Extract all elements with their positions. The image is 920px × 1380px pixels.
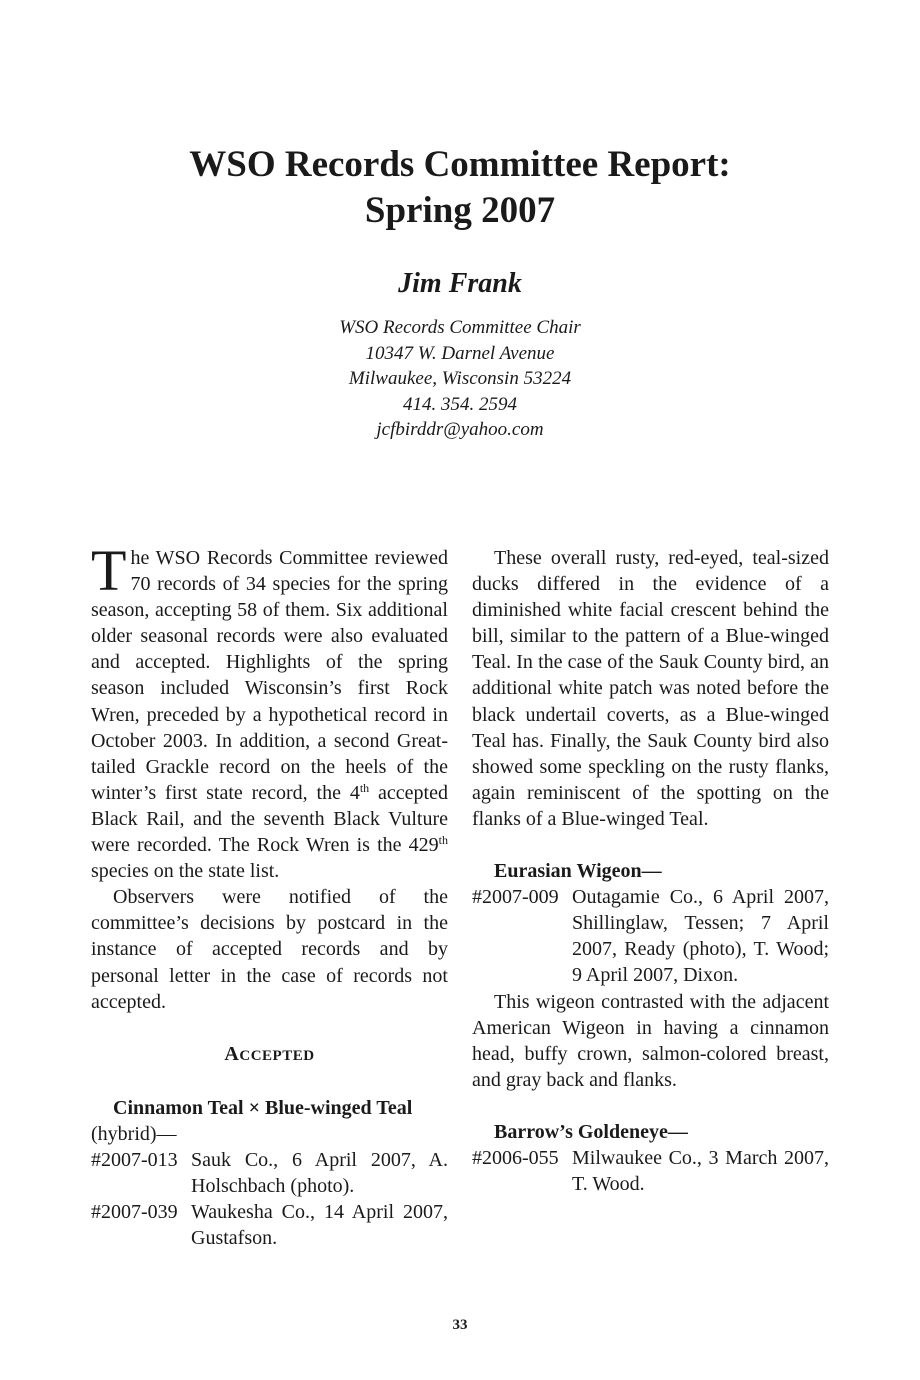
record-details: Milwaukee Co., 3 March 2007, T. Wood. <box>572 1146 829 1196</box>
superscript-th-2: th <box>438 833 448 848</box>
wigeon-description-paragraph: This wigeon contrasted with the adjacent American Wigeon in having a cinnamon head, buffy crown, salmon-colored breast, and gray back and flanks. <box>472 990 829 1091</box>
intro-text-c: species on the state list. <box>91 860 280 883</box>
title-line-2: Spring 2007 <box>364 190 556 231</box>
record-entry <box>472 1145 829 1197</box>
intro-text-a: he WSO Records Committee reviewed 70 records of 34 species for the spring season, accepting 58 of them. Six additional older seasonal records were also evaluated and accepted. Highlights of the spring season included Wisconsin’s first Rock Wren, preceded by a hypothetical record in October 2003. In addition, a second Great-tailed Grackle record on the heels of the winter’s first state record, the 4 <box>91 547 448 804</box>
species-entry-eurasian-wigeon <box>472 858 829 1093</box>
species-entry-barrows-goldeneye <box>472 1119 829 1197</box>
species-heading: Barrow’s Goldeneye— <box>494 1120 688 1143</box>
section-heading-initial: A <box>224 1042 240 1065</box>
record-entry <box>91 1199 448 1251</box>
right-column <box>472 545 829 1197</box>
record-number: #2006-055 <box>472 1146 559 1169</box>
record-number: #2007-009 <box>472 886 559 909</box>
record-entry <box>91 1147 448 1199</box>
title-line-1: WSO Records Committee Report: <box>189 144 731 185</box>
species-entry-cinnamon-teal-hybrid <box>91 1095 448 1252</box>
species-heading-suffix: (hybrid)— <box>91 1122 177 1145</box>
intro-text-b: accepted Black Rail, and the seventh Black Vulture were recorded. The Rock Wren is the 429 <box>91 781 448 857</box>
record-entry <box>472 884 829 988</box>
article-title <box>0 142 920 234</box>
left-column <box>91 538 448 1251</box>
section-heading-accepted <box>91 1041 448 1069</box>
affiliation-city: Milwaukee, Wisconsin 53224 <box>348 368 572 389</box>
affiliation-role: WSO Records Committee Chair <box>339 317 581 338</box>
author-affiliation <box>0 315 920 443</box>
affiliation-phone: 414. 354. 2594 <box>403 393 517 415</box>
intro-paragraph <box>91 538 448 884</box>
record-details: Outagamie Co., 6 April 2007, Shillinglaw, Tessen; 7 April 2007, Ready (photo), T. Wood; 9 April 2007, Dixon. <box>572 886 829 987</box>
page-number: 33 <box>452 1317 468 1333</box>
affiliation-email: jcfbirddr@yahoo.com <box>376 419 544 440</box>
record-details: Waukesha Co., 14 April 2007, Gustafson. <box>191 1201 448 1250</box>
superscript-th-1: th <box>359 780 370 795</box>
hybrid-description-paragraph: These overall rusty, red-eyed, teal-sized ducks differed in the evidence of a diminished white facial crescent behind the bill, similar to the pattern of a Blue-winged Teal. In the case of the Sauk County bird, an additional white patch was noted before the black undertail coverts, as a Blue-winged Teal has. Finally, the Sauk County bird also showed some speckling on the rusty flanks, again reminiscent of the spotting on the flanks of a Blue-winged Teal. <box>472 547 829 830</box>
affiliation-street: 10347 W. Darnel Avenue <box>365 342 555 364</box>
notification-paragraph: Observers were notified of the committee’s decisions by postcard in the instance of accepted records and by personal letter in the case of records not accepted. <box>91 886 448 1013</box>
species-heading: Cinnamon Teal × Blue-winged Teal <box>113 1096 413 1119</box>
record-details: Sauk Co., 6 April 2007, A. Holschbach (photo). <box>191 1148 448 1198</box>
species-heading: Eurasian Wigeon— <box>494 860 662 883</box>
section-heading-rest: CCEPTED <box>239 1047 315 1064</box>
author-name: Jim Frank <box>398 268 522 299</box>
record-number: #2007-039 <box>91 1201 178 1224</box>
record-number: #2007-013 <box>91 1148 178 1171</box>
drop-cap: T <box>91 538 127 603</box>
